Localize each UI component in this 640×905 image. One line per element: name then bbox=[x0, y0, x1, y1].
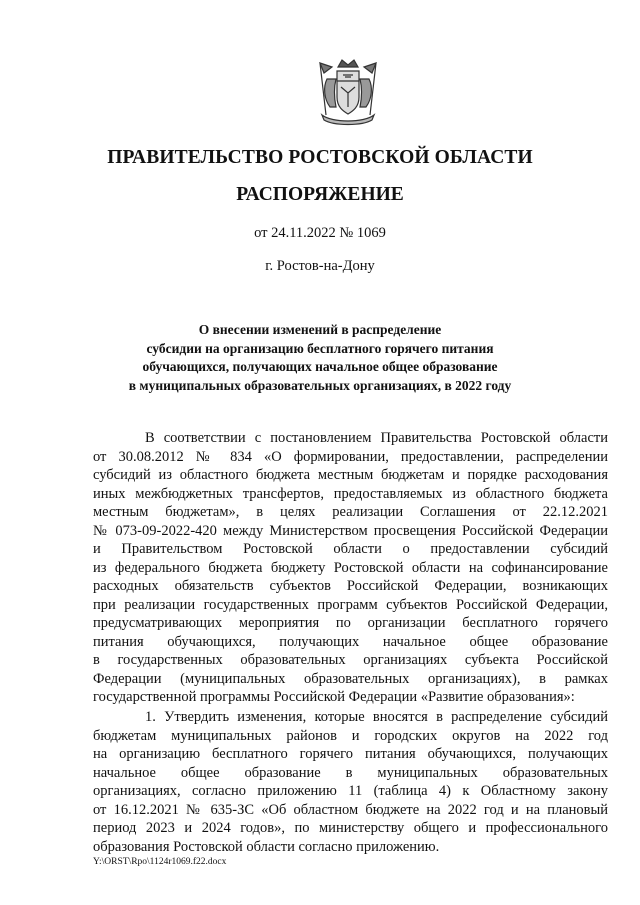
paragraph-line: Федерации (муниципальных образовательных организациях), в рамках bbox=[93, 670, 608, 687]
paragraph-line: начальное общее образование в муниципальных образовательных bbox=[93, 764, 608, 781]
paragraph-line: субсидий из областного бюджета местным бюджетам и порядке расходования bbox=[93, 467, 608, 483]
subject-line: О внесении изменений в распределение bbox=[198, 322, 442, 337]
paragraph-line: от 30.08.2012 № 834 «О формировании, предоставлении, распределении bbox=[93, 448, 608, 465]
paragraph-line: В соответствии с постановлением Правительства Ростовской области bbox=[145, 430, 608, 446]
government-name: ПРАВИТЕЛЬСТВО РОСТОВСКОЙ ОБЛАСТИ bbox=[107, 147, 533, 168]
paragraph-line: и Правительством Ростовской области о предоставлении субсидий bbox=[93, 541, 608, 557]
coat-of-arms-icon bbox=[312, 57, 384, 127]
paragraph-line: при реализации государственных программ субъектов Российской Федерации, bbox=[93, 596, 608, 613]
paragraph-line: предусматривающих мероприятия по организации бесплатного горячего bbox=[93, 615, 608, 631]
paragraph-line: расходных обязательств субъектов Российской Федерации, возникающих bbox=[93, 578, 608, 594]
paragraph-line: питания обучающихся, получающих начальное общее образование bbox=[93, 633, 608, 650]
document-type: РАСПОРЯЖЕНИЕ bbox=[236, 184, 404, 205]
subject-line: в муниципальных образовательных организациях, в 2022 году bbox=[128, 377, 512, 393]
document-place: г. Ростов-на-Дону bbox=[265, 258, 375, 274]
paragraph-line: на организацию бесплатного горячего питания обучающихся, получающих bbox=[93, 746, 608, 762]
paragraph-line: иных межбюджетных трансфертов, предоставляемых из областного бюджета bbox=[93, 485, 608, 502]
preamble-paragraph bbox=[93, 429, 608, 707]
paragraph-line: организациях, согласно приложению 11 (таблица 4) к Областному закону bbox=[93, 783, 608, 799]
paragraph-line: от 16.12.2021 № 635-ЗС «Об областном бюджете на 2022 год и на плановый bbox=[93, 801, 608, 818]
paragraph-line: период 2023 и 2024 годов», по министерству общего и профессионального bbox=[93, 820, 608, 836]
paragraph-line: государственной программы Российской Федерации «Развитие образования»: bbox=[93, 689, 575, 705]
clause-1-paragraph bbox=[93, 708, 608, 856]
subject-line: обучающихся, получающих начальное общее образование bbox=[142, 359, 498, 374]
paragraph-line: № 073-09-2022-420 между Министерством просвещения Российской Федерации bbox=[93, 522, 608, 539]
paragraph-line: из федерального бюджета бюджету Ростовской области на софинансирование bbox=[93, 559, 608, 576]
paragraph-line: 1. Утвердить изменения, которые вносятся в распределение субсидий bbox=[145, 709, 608, 725]
document-date-number: от 24.11.2022 № 1069 bbox=[254, 225, 386, 241]
file-path-footer: Y:\ORST\Rpo\1124r1069.f22.docx bbox=[93, 857, 227, 867]
paragraph-line: местным бюджетам», в целях реализации Соглашения от 22.12.2021 bbox=[93, 504, 608, 520]
paragraph-line: в государственных образовательных организациях субъекта Российской bbox=[93, 652, 608, 668]
subject-line: субсидии на организацию бесплатного горячего питания bbox=[146, 340, 494, 356]
paragraph-line: бюджетам муниципальных районов и городских округов на 2022 год bbox=[93, 727, 608, 744]
document-subject bbox=[80, 321, 560, 395]
paragraph-line: образования Ростовской области согласно приложению. bbox=[93, 838, 440, 855]
